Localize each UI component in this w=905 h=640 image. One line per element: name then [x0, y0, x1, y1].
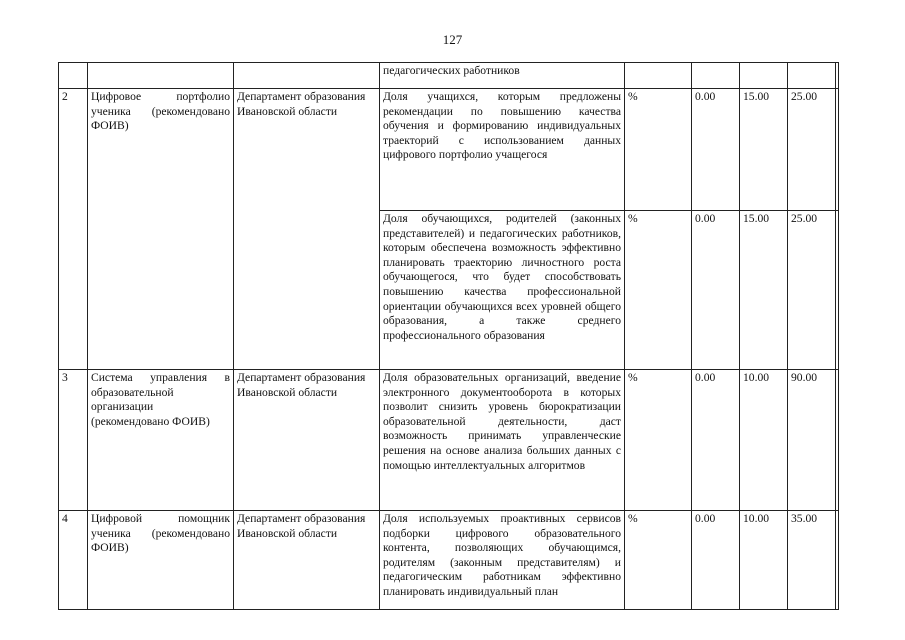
cell-value-1	[692, 63, 740, 89]
cell-unit	[625, 63, 692, 89]
cell-no	[59, 63, 88, 89]
cell-department	[234, 63, 380, 89]
cell-value-2: 15.00	[740, 211, 788, 370]
cell-unit: %	[625, 89, 692, 211]
cell-value-3: 90.00	[788, 370, 836, 511]
table-row	[59, 63, 839, 89]
cell-value-2: 10.00	[740, 511, 788, 610]
cell-department: Департамент образования Ивановской области	[234, 511, 380, 610]
cell-indicator: Доля образовательных организаций, введение электронного документооборота в которых позволит снизить уровень бюрократизации образовательной деятельности, даст возможность принимать управленческие решения на основе анализа больших данных с помощью интеллектуальных алгоритмов	[380, 370, 625, 511]
cell-value-3	[788, 63, 836, 89]
cell-indicator: Доля обучающихся, родителей (законных представителей) и педагогических работников, которым обеспечена возможность эффективно планировать траекторию личностного роста обучающегося, что будет способствовать повышению качества профессиональной ориентации обучающихся всех уровней общего образования, а также среднего профессионального образования	[380, 211, 625, 370]
table-row	[59, 89, 839, 211]
cell-name: Цифровое портфолио ученика (рекомендовано ФОИВ)	[88, 89, 234, 370]
cell-value-2: 15.00	[740, 89, 788, 211]
cell-value-1: 0.00	[692, 89, 740, 211]
table-row	[59, 511, 839, 610]
cell-indicator: Доля учащихся, которым предложены рекомендации по повышению качества обучения и формированию индивидуальных траекторий с использованием данных цифрового портфолио учащегося	[380, 89, 625, 211]
cell-unit: %	[625, 211, 692, 370]
cell-no: 3	[59, 370, 88, 511]
cell-value-3: 25.00	[788, 211, 836, 370]
cell-name	[88, 63, 234, 89]
cell-value-4	[836, 370, 839, 511]
cell-value-3: 25.00	[788, 89, 836, 211]
table-row	[59, 370, 839, 511]
cell-value-2: 10.00	[740, 370, 788, 511]
cell-value-2	[740, 63, 788, 89]
indicators-table	[58, 62, 839, 610]
cell-department: Департамент образования Ивановской области	[234, 370, 380, 511]
cell-value-4	[836, 211, 839, 370]
cell-value-4	[836, 511, 839, 610]
page-number: 127	[442, 32, 463, 47]
cell-unit: %	[625, 511, 692, 610]
cell-no: 4	[59, 511, 88, 610]
cell-unit: %	[625, 370, 692, 511]
cell-value-4	[836, 89, 839, 211]
cell-indicator: Доля используемых проактивных сервисов подборки цифрового образовательного контента, позволяющих обучающимся, родителям (законным представителям) и педагогическим работникам эффективно планировать индивидуальный план	[380, 511, 625, 610]
cell-no: 2	[59, 89, 88, 370]
cell-name: Цифровой помощник ученика (рекомендовано ФОИВ)	[88, 511, 234, 610]
cell-value-4	[836, 63, 839, 89]
cell-value-3: 35.00	[788, 511, 836, 610]
cell-value-1: 0.00	[692, 370, 740, 511]
cell-value-1: 0.00	[692, 511, 740, 610]
cell-department: Департамент образования Ивановской области	[234, 89, 380, 370]
cell-value-1: 0.00	[692, 211, 740, 370]
cell-name: Система управления в образовательной организации (рекомендовано ФОИВ)	[88, 370, 234, 511]
cell-indicator: педагогических работников	[380, 63, 625, 89]
